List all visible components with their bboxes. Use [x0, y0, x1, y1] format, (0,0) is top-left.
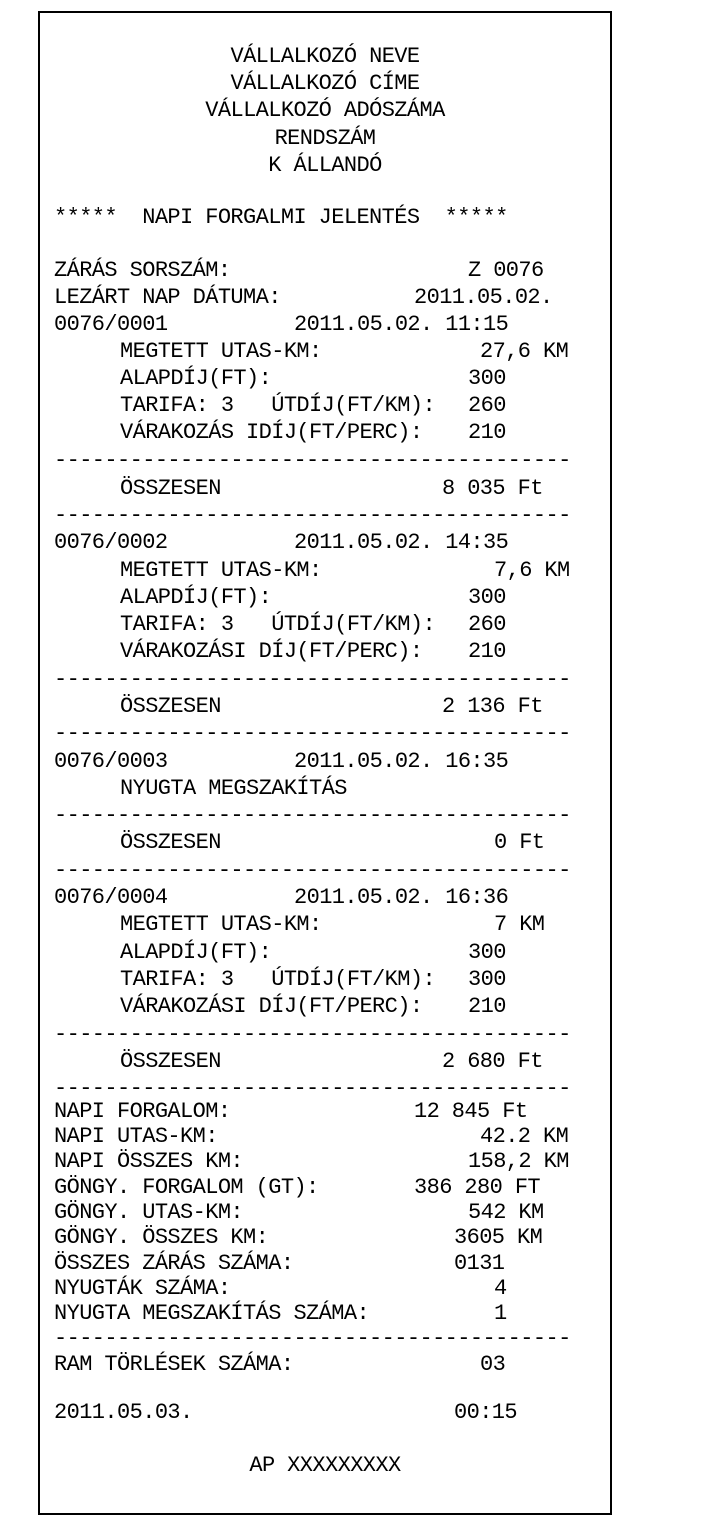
license-plate: RENDSZÁM	[274, 126, 376, 151]
total-label: ÖSSZESEN	[120, 476, 221, 501]
closing-date-label: LEZÁRT NAP DÁTUMA:	[54, 285, 281, 310]
line-label: VÁRAKOZÁS IDÍJ(FT/PERC):	[120, 420, 423, 445]
footer-date: 2011.05.03.	[54, 1400, 193, 1425]
total-label: ÖSSZESEN	[120, 694, 221, 719]
line-label: TARIFA: 3 ÚTDÍJ(FT/KM):	[120, 393, 436, 418]
line-label: TARIFA: 3 ÚTDÍJ(FT/KM):	[120, 967, 436, 992]
separator: -----------------------------------------	[54, 1326, 571, 1351]
receipt	[38, 11, 612, 1515]
summary-value: 0131	[454, 1251, 505, 1276]
summary-value: 542 KM	[468, 1200, 544, 1225]
line-value: 210	[468, 420, 506, 445]
line-value: 300	[468, 940, 506, 965]
receipt-id: 0076/0003	[54, 749, 168, 774]
separator: -----------------------------------------	[54, 803, 571, 828]
status-line: K ÁLLANDÓ	[268, 153, 382, 178]
line-value: 7 KM	[494, 912, 545, 937]
separator: -----------------------------------------	[54, 858, 571, 883]
line-label: VÁRAKOZÁSI DÍJ(FT/PERC):	[120, 639, 423, 664]
summary-label: ÖSSZES ZÁRÁS SZÁMA:	[54, 1251, 294, 1276]
receipt-datetime: 2011.05.02. 11:15	[294, 312, 509, 337]
separator: -----------------------------------------	[54, 1022, 571, 1047]
receipt-id: 0076/0002	[54, 530, 168, 555]
line-label: MEGTETT UTAS-KM:	[120, 558, 322, 583]
line-value: 260	[468, 612, 506, 637]
line-value: 300	[468, 366, 506, 391]
business-address: VÁLLALKOZÓ CÍME	[230, 71, 420, 96]
line-value: 210	[468, 639, 506, 664]
closing-date-value: 2011.05.02.	[414, 285, 553, 310]
separator: -----------------------------------------	[54, 503, 571, 528]
report-title: ***** NAPI FORGALMI JELENTÉS *****	[54, 205, 508, 230]
total-label: ÖSSZESEN	[120, 830, 221, 855]
business-name: VÁLLALKOZÓ NEVE	[230, 44, 420, 69]
summary-value: 12 845 Ft	[414, 1099, 528, 1124]
summary-label: GÖNGY. FORGALOM (GT):	[54, 1175, 319, 1200]
total-value: 2 136 Ft	[442, 694, 543, 719]
summary-value: 4	[494, 1276, 507, 1301]
receipt-id: 0076/0001	[54, 312, 168, 337]
summary-label: GÖNGY. ÖSSZES KM:	[54, 1225, 269, 1250]
closing-serial-value: Z 0076	[468, 258, 544, 283]
total-value: 2 680 Ft	[442, 1049, 543, 1074]
line-label: TARIFA: 3 ÚTDÍJ(FT/KM):	[120, 612, 436, 637]
line-label: MEGTETT UTAS-KM:	[120, 339, 322, 364]
summary-value: 3605 KM	[454, 1225, 543, 1250]
receipt-note: NYUGTA MEGSZAKÍTÁS	[120, 776, 347, 801]
summary-value: 386 280 FT	[414, 1175, 541, 1200]
receipt-datetime: 2011.05.02. 16:36	[294, 885, 509, 910]
line-label: MEGTETT UTAS-KM:	[120, 912, 322, 937]
total-value: 8 035 Ft	[442, 476, 543, 501]
summary-value: 42.2 KM	[480, 1124, 569, 1149]
ram-value: 03	[480, 1352, 506, 1377]
summary-label: NYUGTA MEGSZAKÍTÁS SZÁMA:	[54, 1301, 370, 1326]
line-value: 27,6 KM	[480, 339, 569, 364]
receipt-id: 0076/0004	[54, 885, 168, 910]
summary-label: NAPI UTAS-KM:	[54, 1124, 218, 1149]
closing-serial-label: ZÁRÁS SORSZÁM:	[54, 258, 231, 283]
separator: -----------------------------------------	[54, 667, 571, 692]
total-value: 0 Ft	[494, 830, 545, 855]
line-value: 7,6 KM	[494, 558, 570, 583]
summary-label: NAPI ÖSSZES KM:	[54, 1149, 244, 1174]
summary-value: 1	[494, 1301, 507, 1326]
business-tax-number: VÁLLALKOZÓ ADÓSZÁMA	[205, 98, 445, 123]
summary-label: GÖNGY. UTAS-KM:	[54, 1200, 244, 1225]
separator: -----------------------------------------	[54, 448, 571, 473]
line-value: 210	[468, 994, 506, 1019]
separator: -----------------------------------------	[54, 721, 571, 746]
line-value: 300	[468, 967, 506, 992]
ram-label: RAM TÖRLÉSEK SZÁMA:	[54, 1352, 294, 1377]
footer-time: 00:15	[454, 1400, 518, 1425]
line-value: 260	[468, 393, 506, 418]
total-label: ÖSSZESEN	[120, 1049, 221, 1074]
line-label: ALAPDÍJ(FT):	[120, 940, 272, 965]
ap-code: AP XXXXXXXXX	[249, 1453, 401, 1478]
receipt-datetime: 2011.05.02. 14:35	[294, 530, 509, 555]
separator: -----------------------------------------	[54, 1076, 571, 1101]
line-label: ALAPDÍJ(FT):	[120, 585, 272, 610]
summary-label: NAPI FORGALOM:	[54, 1099, 231, 1124]
line-label: VÁRAKOZÁSI DÍJ(FT/PERC):	[120, 994, 423, 1019]
summary-value: 158,2 KM	[468, 1149, 569, 1174]
line-value: 300	[468, 585, 506, 610]
summary-label: NYUGTÁK SZÁMA:	[54, 1276, 231, 1301]
receipt-datetime: 2011.05.02. 16:35	[294, 749, 509, 774]
line-label: ALAPDÍJ(FT):	[120, 366, 272, 391]
